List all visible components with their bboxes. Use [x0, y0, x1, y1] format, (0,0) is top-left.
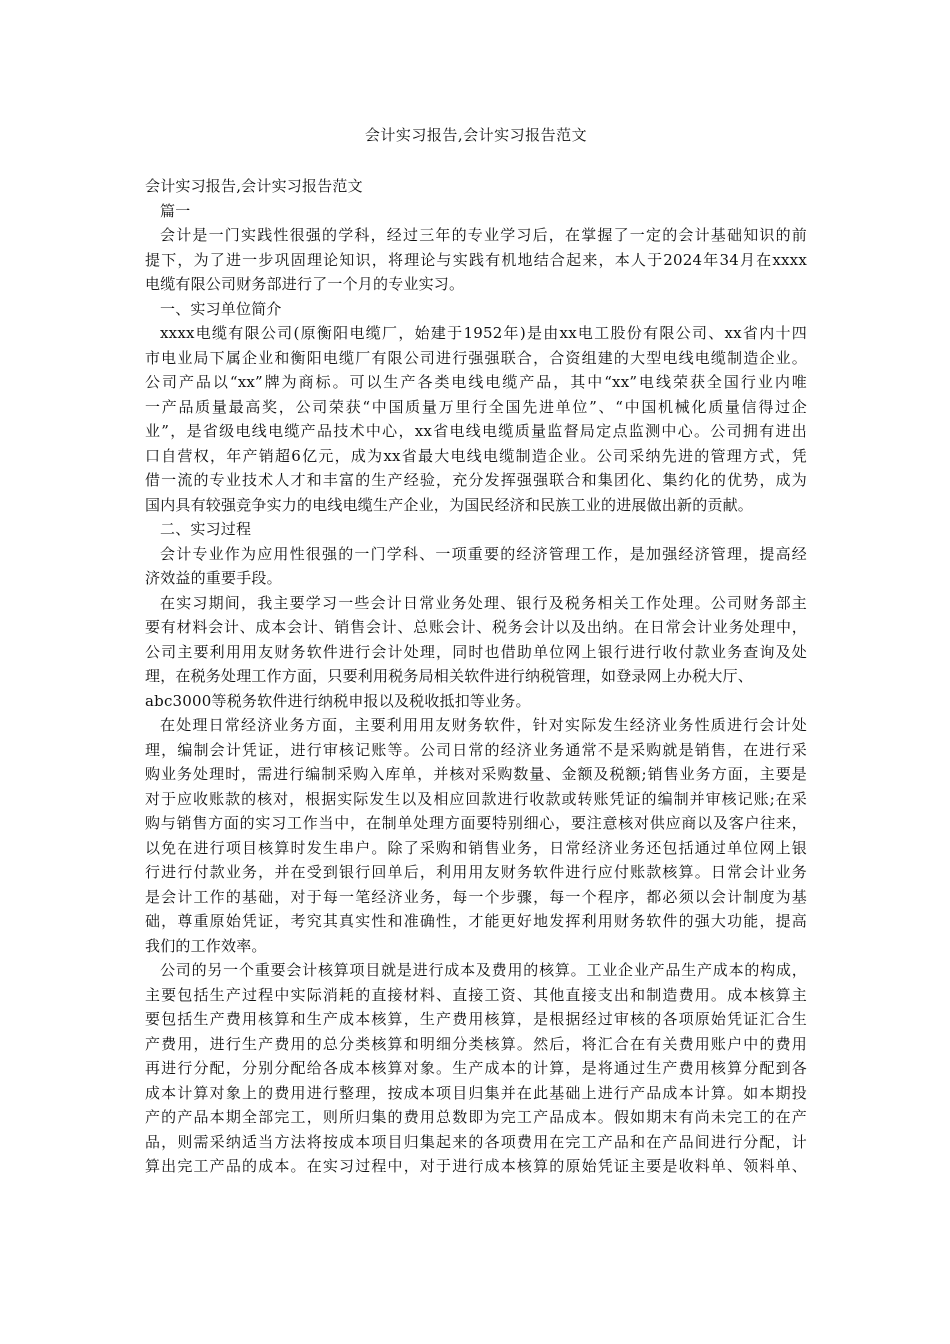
paragraph-line: 提下，为了进一步巩固理论知识，将理论与实践有机地结合起来，本人于2024年34月在xxxx: [145, 250, 807, 269]
paragraph-line: 公司的另一个重要会计核算项目就是进行成本及费用的核算。工业企业产品生产成本的构成，: [160, 961, 807, 979]
paragraph-line: 理，在税务处理工作方面，只要利用税务局相关软件进行纳税管理，如登录网上办税大厅、: [145, 667, 754, 685]
paragraph-line: 电缆有限公司财务部进行了一个月的专业实习。: [145, 275, 465, 293]
paragraph-line: 在实习期间，我主要学习一些会计日常业务处理、银行及税务相关工作处理。公司财务部主: [160, 593, 807, 612]
paragraph-line: 国内具有较强竞争实力的电线电缆生产企业，为国民经济和民族工业的进展做出新的贡献。: [145, 495, 754, 514]
paragraph-line: 成本计算对象上的费用进行整理，按成本项目归集并在此基础上进行产品成本计算。如本期投: [145, 1083, 807, 1102]
paragraph-line: 会计专业作为应用性很强的一门学科、一项重要的经济管理工作，是加强经济管理，提高经: [160, 544, 807, 563]
paragraph-line: 再进行分配，分别分配给各成本核算对象。生产成本的计算，是将通过生产费用核算分配到各: [145, 1059, 807, 1077]
section-label-part-one: 篇一: [160, 201, 191, 220]
paragraph-line: 购业务处理时，需进行编制采购入库单，并核对采购数量、金额及税额;销售业务方面，主要是: [145, 765, 807, 783]
paragraph-line: 以免在进行项目核算时发生串户。除了采购和销售业务，日常经济业务还包括通过单位网上银: [145, 838, 807, 857]
paragraph-line: 础，尊重原始凭证，考究其真实性和准确性，才能更好地发挥利用财务软件的强大功能，提高: [145, 912, 807, 930]
paragraph-line: 理，编制会计凭证，进行审核记账等。公司日常的经济业务通常不是采购就是销售，在进行采: [145, 740, 807, 759]
paragraph-line: 借一流的专业技术人才和丰富的生产经验，充分发挥强强联合和集团化、集约化的优势，成为: [145, 471, 807, 489]
paragraph-line: xxxx电缆有限公司(原衡阳电缆厂，始建于1952年)是由xx电工股份有限公司、xx省内十四: [160, 324, 807, 342]
paragraph-line: 在处理日常经济业务方面，主要利用用友财务软件，针对实际发生经济业务性质进行会计处: [160, 716, 807, 734]
document-title: 会计实习报告,会计实习报告范文: [364, 126, 588, 144]
paragraph-line: 品，则需采纳适当方法将按成本项目归集起来的各项费用在完工产品和在产品间进行分配，计: [145, 1132, 807, 1151]
paragraph-line: 市电业局下属企业和衡阳电缆厂有限公司进行强强联合，合资组建的大型电线电缆制造企业。: [145, 348, 807, 367]
paragraph-line: 是会计工作的基础，对于每一笔经济业务，每一个步骤，每一个程序，都必须以会计制度为基: [145, 887, 807, 906]
document-body: [145, 174, 807, 1179]
paragraph-line: 行进行付款业务，并在受到银行回单后，利用用友财务软件进行应付账款核算。日常会计业务: [145, 863, 807, 881]
paragraph-line: 主要包括生产过程中实际消耗的直接材料、直接工资、其他直接支出和制造费用。成本核算主: [145, 985, 807, 1004]
paragraph-line: 公司主要利用用友财务软件进行会计处理，同时也借助单位网上银行进行收付款业务查询及处: [145, 642, 807, 661]
paragraph-line: 要有材料会计、成本会计、销售会计、总账会计、税务会计以及出纳。在日常会计业务处理中，: [145, 618, 807, 636]
paragraph-line: 算出完工产品的成本。在实习过程中，对于进行成本核算的原始凭证主要是收料单、领料单、: [145, 1157, 807, 1175]
paragraph-line: 会计是一门实践性很强的学科，经过三年的专业学习后，在掌握了一定的会计基础知识的前: [160, 226, 807, 244]
paragraph-line: 济效益的重要手段。: [145, 569, 282, 587]
paragraph-line: 产的产品本期全部完工，则所归集的费用总数即为完工产品成本。假如期末有尚未完工的在产: [145, 1108, 807, 1126]
paragraph-line: 购与销售方面的实习工作当中，在制单处理方面要特别细心，要注意核对供应商以及客户往来，: [145, 814, 807, 832]
paragraph-line: 我们的工作效率。: [145, 936, 267, 955]
paragraph-line: 产费用，进行生产费用的总分类核算和明细分类核算。然后，将汇合在有关费用账户中的费用: [145, 1034, 807, 1053]
section-heading: 一、实习单位简介: [160, 299, 282, 318]
paragraph-line: 一产品质量最高奖，公司荣获“中国质量万里行全国先进单位”、“中国机械化质量信得过企: [145, 397, 807, 416]
paragraph-line: abc3000等税务软件进行纳税申报以及税收抵扣等业务。: [145, 691, 531, 710]
document-subtitle: 会计实习报告,会计实习报告范文: [145, 177, 363, 195]
paragraph-line: 公司产品以“xx”牌为商标。可以生产各类电线电缆产品，其中“xx”电线荣获全国行业内唯: [145, 373, 807, 391]
paragraph-line: 口自营权，年产销超6亿元，成为xx省最大电线电缆制造企业。公司采纳先进的管理方式，凭: [145, 446, 807, 465]
paragraph-line: 要包括生产费用核算和生产成本核算，生产费用核算，是根据经过审核的各项原始凭证汇合生: [145, 1010, 807, 1028]
paragraph-line: 对于应收账款的核对，根据实际发生以及相应回款进行收款或转账凭证的编制并审核记账;在采: [145, 789, 807, 808]
paragraph-line: 业”，是省级电线电缆产品技术中心，xx省电线电缆质量监督局定点监测中心。公司拥有进出: [145, 422, 807, 440]
section-heading: 二、实习过程: [160, 520, 252, 538]
